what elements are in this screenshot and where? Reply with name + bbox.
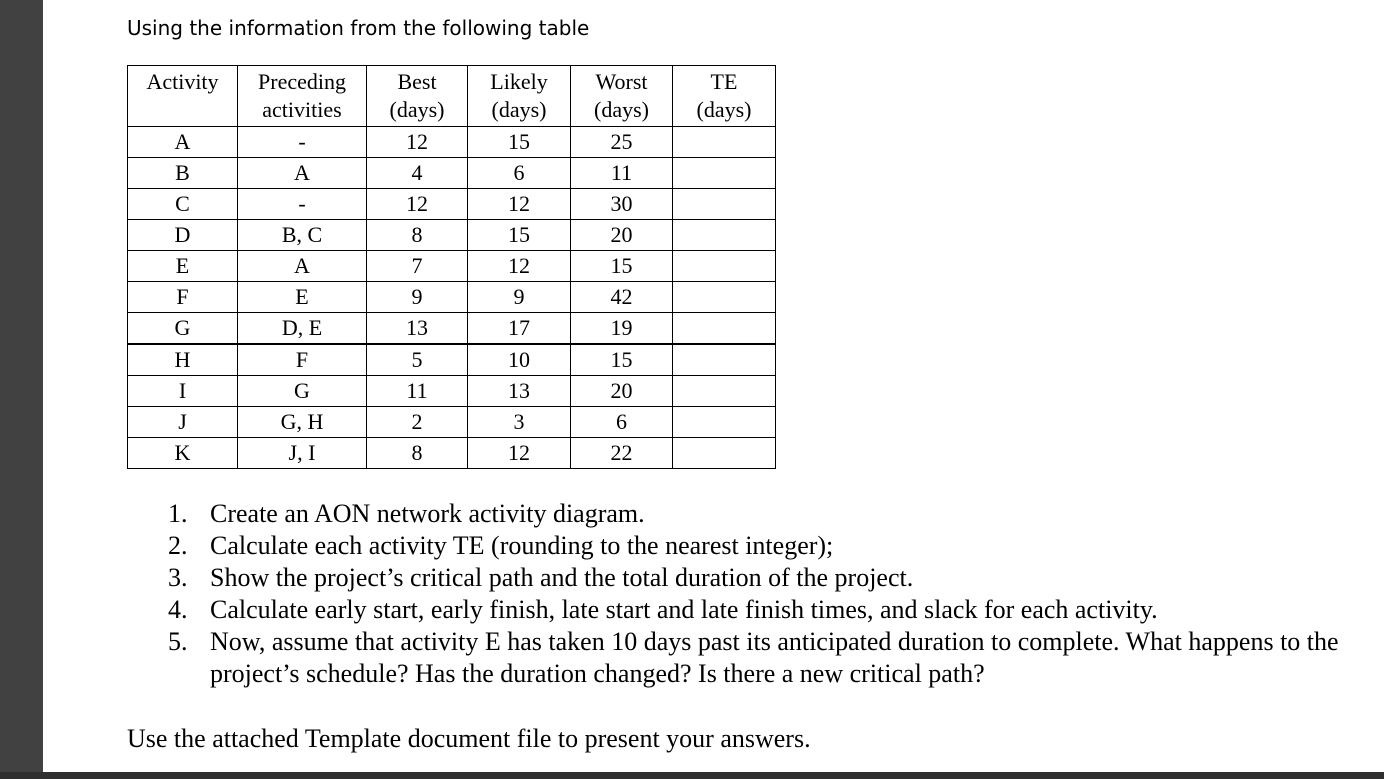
cell-preceding: G — [238, 376, 367, 407]
cell-best: 4 — [367, 158, 468, 189]
cell-preceding: E — [238, 282, 367, 313]
cell-likely: 3 — [468, 407, 571, 438]
header-te-line1: TE — [710, 69, 738, 94]
cell-preceding: - — [238, 127, 367, 158]
cell-likely: 13 — [468, 376, 571, 407]
question-number: 2. — [168, 531, 188, 560]
cell-likely: 17 — [468, 313, 571, 345]
cell-te — [673, 344, 776, 376]
cell-likely: 15 — [468, 127, 571, 158]
cell-best: 11 — [367, 376, 468, 407]
cell-worst: 15 — [571, 251, 673, 282]
cell-activity: E — [128, 251, 238, 282]
document-page — [43, 0, 1384, 772]
table-body — [128, 127, 776, 469]
cell-preceding: D, E — [238, 313, 367, 345]
cell-likely: 12 — [468, 189, 571, 220]
cell-best: 9 — [367, 282, 468, 313]
question-text: Show the project’s critical path and the total duration of the project. — [210, 563, 914, 592]
cell-preceding: J, I — [238, 438, 367, 469]
cell-activity: I — [128, 376, 238, 407]
table-row — [128, 407, 776, 438]
cell-te — [673, 407, 776, 438]
cell-best: 8 — [367, 438, 468, 469]
intro-text: Using the information from the following table — [127, 16, 590, 40]
cell-worst: 30 — [571, 189, 673, 220]
table-row — [128, 313, 776, 345]
cell-best: 5 — [367, 344, 468, 376]
viewer-bottom-edge — [0, 772, 1384, 779]
question-number: 4. — [168, 595, 188, 624]
question-number: 5. — [168, 627, 188, 656]
table-row — [128, 220, 776, 251]
questions-list — [168, 498, 1368, 690]
question-number: 3. — [168, 563, 188, 592]
header-te-line2: (days) — [696, 97, 752, 122]
cell-likely: 12 — [468, 438, 571, 469]
question-text: Now, assume that activity E has taken 10 days past its anticipated duration to complete. What happens to the project’s schedule? Has the duration changed? Is there a new critical path? — [210, 627, 1339, 688]
question-text: Create an AON network activity diagram. — [210, 499, 645, 528]
cell-activity: H — [128, 344, 238, 376]
header-worst-line2: (days) — [594, 97, 649, 122]
header-best — [367, 66, 468, 127]
table-header-row — [128, 66, 776, 127]
cell-best: 7 — [367, 251, 468, 282]
cell-te — [673, 438, 776, 469]
cell-te — [673, 313, 776, 345]
cell-preceding: B, C — [238, 220, 367, 251]
cell-activity: B — [128, 158, 238, 189]
cell-worst: 25 — [571, 127, 673, 158]
table-row — [128, 282, 776, 313]
cell-preceding: - — [238, 189, 367, 220]
table-row — [128, 189, 776, 220]
cell-preceding: F — [238, 344, 367, 376]
header-best-line1: Best — [397, 69, 437, 94]
cell-preceding: A — [238, 158, 367, 189]
table-row — [128, 158, 776, 189]
cell-te — [673, 189, 776, 220]
cell-te — [673, 158, 776, 189]
cell-worst: 15 — [571, 344, 673, 376]
header-best-line2: (days) — [389, 97, 445, 122]
header-worst-line1: Worst — [595, 69, 648, 94]
cell-best: 12 — [367, 189, 468, 220]
cell-worst: 20 — [571, 376, 673, 407]
header-preceding-line2: activities — [262, 97, 342, 122]
cell-worst: 6 — [571, 407, 673, 438]
cell-worst: 20 — [571, 220, 673, 251]
cell-preceding: A — [238, 251, 367, 282]
cell-likely: 15 — [468, 220, 571, 251]
cell-te — [673, 376, 776, 407]
header-preceding — [238, 66, 367, 127]
cell-te — [673, 220, 776, 251]
header-likely-line2: (days) — [491, 97, 547, 122]
header-preceding-line1: Preceding — [258, 69, 346, 94]
cell-activity: A — [128, 127, 238, 158]
activity-table — [127, 65, 776, 469]
header-activity — [128, 66, 238, 127]
question-number: 1. — [168, 499, 188, 528]
cell-best: 13 — [367, 313, 468, 345]
cell-likely: 12 — [468, 251, 571, 282]
question-item — [168, 530, 1368, 562]
cell-worst: 11 — [571, 158, 673, 189]
header-worst — [571, 66, 673, 127]
viewer-left-margin — [0, 0, 43, 779]
cell-activity: G — [128, 313, 238, 345]
cell-likely: 6 — [468, 158, 571, 189]
cell-activity: C — [128, 189, 238, 220]
cell-te — [673, 282, 776, 313]
cell-likely: 9 — [468, 282, 571, 313]
cell-activity: J — [128, 407, 238, 438]
cell-best: 8 — [367, 220, 468, 251]
question-item — [168, 594, 1368, 626]
cell-preceding: G, H — [238, 407, 367, 438]
cell-worst: 19 — [571, 313, 673, 345]
header-activity-line1: Activity — [146, 69, 219, 94]
cell-activity: K — [128, 438, 238, 469]
cell-likely: 10 — [468, 344, 571, 376]
question-item — [168, 562, 1368, 594]
question-item — [168, 498, 1368, 530]
header-likely-line1: Likely — [490, 69, 548, 94]
header-te — [673, 66, 776, 127]
cell-te — [673, 127, 776, 158]
header-likely — [468, 66, 571, 127]
table-row — [128, 438, 776, 469]
footer-text: Use the attached Template document file to present your answers. — [127, 724, 811, 753]
table-row — [128, 127, 776, 158]
question-text: Calculate each activity TE (rounding to the nearest integer); — [210, 531, 834, 560]
cell-best: 2 — [367, 407, 468, 438]
cell-best: 12 — [367, 127, 468, 158]
cell-activity: F — [128, 282, 238, 313]
cell-worst: 22 — [571, 438, 673, 469]
question-text: Calculate early start, early finish, late start and late finish times, and slack for each activity. — [210, 595, 1158, 624]
question-item — [168, 626, 1368, 690]
cell-activity: D — [128, 220, 238, 251]
table-row — [128, 376, 776, 407]
cell-te — [673, 251, 776, 282]
table-row — [128, 344, 776, 376]
cell-worst: 42 — [571, 282, 673, 313]
table-row — [128, 251, 776, 282]
